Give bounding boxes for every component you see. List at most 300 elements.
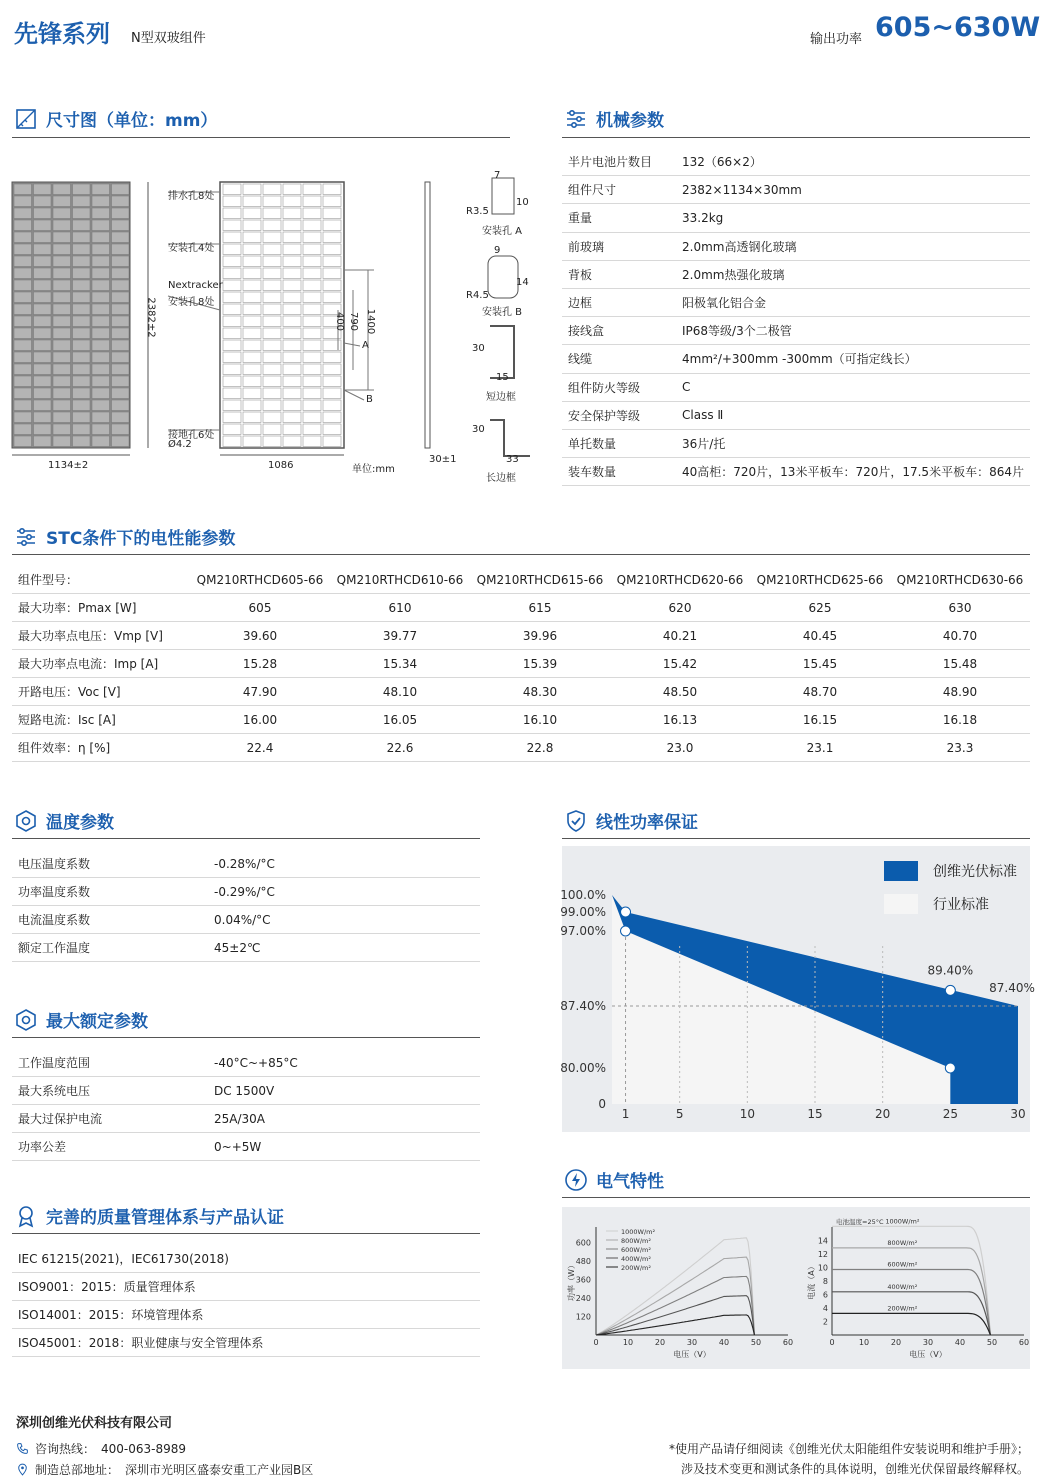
- quality-title: 完善的质量管理体系与产品认证: [46, 1208, 284, 1228]
- pv-curve: [596, 1276, 754, 1335]
- cell: [34, 184, 52, 195]
- x-axis-label: 电压（V）: [909, 1350, 947, 1359]
- cell: [323, 232, 341, 243]
- x-tick-label: 30: [1010, 1107, 1026, 1121]
- curve-label: 1000W/m²: [885, 1217, 920, 1226]
- cell: [73, 364, 91, 375]
- cell: [112, 340, 130, 351]
- cell: [303, 292, 321, 303]
- hole-a-radius: R3.5: [466, 206, 489, 217]
- table-cell: 39.96: [522, 628, 558, 643]
- iv-curve: [832, 1313, 990, 1335]
- cell: [92, 304, 110, 315]
- cell: [34, 244, 52, 255]
- x-tick-label: 30: [686, 1338, 698, 1347]
- cell: [283, 424, 301, 435]
- x-tick-label: 0: [593, 1338, 599, 1347]
- x-tick-label: 60: [782, 1338, 794, 1347]
- x-tick-label: 1: [621, 1107, 630, 1121]
- list-item: [12, 1245, 480, 1273]
- cell: [92, 352, 110, 363]
- cell: [223, 292, 241, 303]
- divider: [562, 137, 1030, 138]
- cell: [223, 268, 241, 279]
- drain-hole-label: 排水孔8处: [168, 191, 215, 202]
- y-tick-label: 99.00%: [560, 905, 606, 919]
- short-frame-height: 30: [472, 343, 485, 354]
- curve-label: 800W/m²: [887, 1238, 918, 1247]
- cell: [303, 304, 321, 315]
- table-cell: 16.00: [242, 712, 278, 727]
- x-tick-label: 10: [739, 1107, 755, 1121]
- nextracker-label: Nextracker: [168, 280, 223, 291]
- cell: [243, 292, 261, 303]
- legend-label: 1000W/m²: [621, 1228, 656, 1236]
- cell: [283, 364, 301, 375]
- short-frame-width: 15: [496, 372, 509, 383]
- y-tick-label: 12: [817, 1250, 828, 1259]
- cell: [223, 364, 241, 375]
- cell: [323, 244, 341, 255]
- cell: [34, 424, 52, 435]
- cell: [92, 436, 110, 447]
- certification: ISO9001：2015：质量管理体系: [18, 1280, 196, 1294]
- row-value: 0~+5W: [214, 1139, 262, 1154]
- cell: [73, 328, 91, 339]
- electrical-section-title: [564, 1167, 664, 1192]
- cell: [92, 292, 110, 303]
- cell: [283, 316, 301, 327]
- list-item: [12, 1301, 480, 1329]
- row-key: 单托数量: [568, 437, 617, 452]
- cell: [283, 412, 301, 423]
- table-cell: 610: [388, 600, 412, 615]
- cell: [112, 292, 130, 303]
- row-key: 电流温度系数: [18, 913, 91, 927]
- cell: [323, 388, 341, 399]
- curve-label: 600W/m²: [887, 1260, 918, 1269]
- x-tick-label: 40: [954, 1338, 966, 1347]
- cell: [263, 292, 281, 303]
- row-value: 2.0mm热强化玻璃: [682, 267, 785, 282]
- table-row: [12, 878, 480, 906]
- cell: [303, 376, 321, 387]
- cell: [243, 364, 261, 375]
- cell: [53, 412, 71, 423]
- cell: [303, 268, 321, 279]
- table-row: [562, 261, 1030, 289]
- cell: [303, 388, 321, 399]
- table-row: [12, 1049, 480, 1077]
- row-key: 短路电流：Isc [A]: [18, 713, 116, 727]
- cell: [323, 364, 341, 375]
- cell: [53, 280, 71, 291]
- sliders-icon: [564, 107, 588, 131]
- table-row: [562, 233, 1030, 261]
- cell: [14, 376, 32, 387]
- cell: [112, 184, 130, 195]
- table-cell: 22.4: [246, 740, 274, 755]
- ground-hole-label: 接地孔6处: [168, 430, 215, 441]
- row-key: 组件效率：η [%]: [18, 741, 111, 755]
- cell: [112, 364, 130, 375]
- mechanical-section-title: [564, 106, 664, 131]
- cell: [92, 400, 110, 411]
- row-value: 2.0mm高透钢化玻璃: [682, 239, 797, 254]
- warranty-title: 线性功率保证: [596, 813, 698, 833]
- certification: ISO45001：2018：职业健康与安全管理体系: [18, 1336, 264, 1350]
- cell: [14, 220, 32, 231]
- cell: [73, 424, 91, 435]
- cell: [263, 316, 281, 327]
- table-cell: 40.45: [802, 628, 838, 643]
- table-row: [562, 176, 1030, 204]
- cell: [73, 220, 91, 231]
- footnote-2: 涉及技术变更和测试条件的具体说明，创维光伏保留最终解释权。: [680, 1462, 1029, 1476]
- cell: [92, 280, 110, 291]
- table-cell: 22.6: [386, 740, 414, 755]
- table-cell: QM210RTHCD630-66: [896, 572, 1024, 587]
- hole-a-label: 安装孔 A: [482, 226, 523, 237]
- cell: [14, 316, 32, 327]
- cell: [323, 352, 341, 363]
- table-row: [562, 148, 1030, 176]
- warranty-chart: [560, 846, 1035, 1132]
- cell: [14, 304, 32, 315]
- table-row: [562, 374, 1030, 402]
- y-tick-label: 8: [822, 1277, 828, 1286]
- cell: [283, 244, 301, 255]
- cell: [243, 316, 261, 327]
- cell: [323, 292, 341, 303]
- row-key: 安全保护等级: [568, 408, 641, 423]
- divider: [562, 1197, 1030, 1198]
- cell: [14, 388, 32, 399]
- row-value: 36片/托: [682, 437, 726, 452]
- dim-400: 400: [334, 311, 346, 332]
- table-cell: 16.05: [382, 712, 418, 727]
- row-value: -0.28%/°C: [214, 856, 275, 871]
- electrical-title: 电气特性: [596, 1172, 664, 1192]
- cell: [223, 196, 241, 207]
- cell: [14, 232, 32, 243]
- cell: [14, 328, 32, 339]
- cell: [34, 388, 52, 399]
- cell: [263, 388, 281, 399]
- cell: [14, 436, 32, 447]
- data-point: [945, 985, 955, 995]
- cell: [243, 232, 261, 243]
- table-cell: 47.90: [242, 684, 278, 699]
- row-value: 阳极氧化铝合金: [682, 296, 767, 311]
- table-row: [12, 566, 1030, 594]
- cell: [112, 208, 130, 219]
- cell: [53, 220, 71, 231]
- hotline-label: 咨询热线：: [35, 1442, 96, 1456]
- annotation-label: 87.40%: [989, 981, 1035, 995]
- table-cell: QM210RTHCD620-66: [616, 572, 744, 587]
- cell: [263, 352, 281, 363]
- data-point: [621, 907, 631, 917]
- cell: [14, 244, 32, 255]
- stc-section-title: [14, 524, 235, 549]
- cell: [303, 220, 321, 231]
- cell: [263, 412, 281, 423]
- cell: [92, 184, 110, 195]
- cell: [223, 208, 241, 219]
- address: 深圳市光明区盛泰安重工产业园B区: [125, 1463, 314, 1477]
- row-value: 25A/30A: [214, 1111, 265, 1126]
- shield-check-icon: [564, 809, 588, 833]
- cell: [263, 376, 281, 387]
- divider: [12, 554, 1030, 555]
- divider: [562, 838, 1030, 839]
- cell: [303, 340, 321, 351]
- x-tick-label: 20: [654, 1338, 666, 1347]
- cell: [303, 244, 321, 255]
- cell: [34, 412, 52, 423]
- cell: [53, 232, 71, 243]
- row-key: 接线盒: [568, 324, 605, 339]
- cell: [73, 376, 91, 387]
- current-voltage-chart: [796, 1207, 1030, 1369]
- row-value: C: [682, 380, 691, 395]
- cell: [283, 184, 301, 195]
- y-tick-label: 14: [817, 1236, 828, 1246]
- x-tick-label: 40: [718, 1338, 730, 1347]
- cell: [112, 256, 130, 267]
- cell: [263, 184, 281, 195]
- cell: [243, 268, 261, 279]
- data-point: [945, 1063, 955, 1073]
- cell: [303, 328, 321, 339]
- cell: [73, 256, 91, 267]
- cell: [73, 352, 91, 363]
- row-value: 4mm²/+300mm -300mm（可指定线长）: [682, 352, 917, 367]
- table-row: [562, 458, 1030, 486]
- cell: [223, 340, 241, 351]
- cell: [112, 232, 130, 243]
- cell: [303, 352, 321, 363]
- y-tick-label: 80.00%: [560, 1061, 606, 1075]
- y-axis-label: 电流（A）: [807, 1262, 816, 1300]
- cell: [283, 400, 301, 411]
- row-key: 最大过保护电流: [18, 1112, 103, 1126]
- legend-label: 200W/m²: [621, 1264, 651, 1272]
- nextracker-holes-label: 安装孔8处: [168, 297, 215, 308]
- hotline-row: [16, 1440, 186, 1457]
- table-row: [12, 1105, 480, 1133]
- x-tick-label: 10: [858, 1338, 870, 1347]
- cell: [53, 376, 71, 387]
- long-frame-height: 30: [472, 424, 485, 435]
- company-name: 深圳创维光伏科技有限公司: [16, 1416, 173, 1431]
- cell: [92, 340, 110, 351]
- table-cell: 630: [948, 600, 972, 615]
- y-tick-label: 4: [822, 1304, 828, 1313]
- table-cell: 620: [668, 600, 692, 615]
- address-label: 制造总部地址：: [35, 1463, 120, 1477]
- cell: [243, 244, 261, 255]
- shield-icon: [14, 809, 38, 833]
- ground-hole-diameter: Ø4.2: [168, 439, 192, 450]
- ruler-icon: [14, 107, 38, 131]
- dim-1400: 1400: [365, 308, 377, 335]
- row-key: 最大系统电压: [18, 1084, 91, 1098]
- legend-brand-swatch: [884, 861, 918, 881]
- cell: [243, 412, 261, 423]
- cell: [223, 424, 241, 435]
- cell: [263, 220, 281, 231]
- cell: [243, 340, 261, 351]
- cell: [112, 352, 130, 363]
- cell: [34, 400, 52, 411]
- cell: [263, 280, 281, 291]
- table-cell: 23.1: [806, 740, 834, 755]
- cell: [323, 268, 341, 279]
- cell: [283, 196, 301, 207]
- row-value: DC 1500V: [214, 1083, 275, 1098]
- table-row: [562, 345, 1030, 373]
- height-dimension: 2382±2: [145, 297, 157, 338]
- cell: [323, 256, 341, 267]
- row-key: 重量: [568, 211, 593, 226]
- cell: [112, 424, 130, 435]
- cell: [303, 256, 321, 267]
- cell: [243, 280, 261, 291]
- cell: [53, 424, 71, 435]
- phone-icon: [16, 1442, 29, 1455]
- table-cell: 23.0: [666, 740, 694, 755]
- row-key: 装车数量: [568, 465, 617, 480]
- cell: [283, 220, 301, 231]
- table-row: [562, 402, 1030, 430]
- cell: [283, 328, 301, 339]
- x-tick-label: 25: [942, 1107, 958, 1121]
- cell: [223, 280, 241, 291]
- temperature-title: 温度参数: [46, 813, 114, 833]
- cell: [73, 388, 91, 399]
- table-row: [562, 204, 1030, 232]
- cell: [53, 352, 71, 363]
- row-key: 额定工作温度: [18, 941, 91, 955]
- cell: [243, 352, 261, 363]
- cell: [243, 388, 261, 399]
- x-tick-label: 50: [986, 1338, 998, 1347]
- table-cell: 625: [808, 600, 832, 615]
- table-cell: 39.77: [382, 628, 418, 643]
- cell: [73, 196, 91, 207]
- table-cell: QM210RTHCD610-66: [336, 572, 464, 587]
- cell: [73, 340, 91, 351]
- row-value: 2382×1134×30mm: [682, 182, 802, 197]
- y-tick-label: 2: [822, 1317, 828, 1327]
- cell: [283, 376, 301, 387]
- warranty-section-title: [564, 808, 698, 833]
- row-key: 背板: [568, 267, 593, 282]
- chart-title: 电池温度=25°C: [836, 1218, 884, 1226]
- cell: [323, 400, 341, 411]
- sliders-icon: [14, 525, 38, 549]
- y-axis-label: 功率（W）: [567, 1261, 576, 1301]
- cell: [243, 328, 261, 339]
- cell: [323, 220, 341, 231]
- point-b-label: B: [366, 394, 373, 405]
- x-tick-label: 30: [922, 1338, 934, 1347]
- cell: [243, 196, 261, 207]
- cell: [223, 400, 241, 411]
- cell: [223, 376, 241, 387]
- row-value: -40°C~+85°C: [214, 1055, 298, 1070]
- table-row: [12, 1077, 480, 1105]
- cell: [263, 364, 281, 375]
- cell: [283, 280, 301, 291]
- cell: [303, 184, 321, 195]
- row-value: 40高柜：720片，13米平板车：720片，17.5米平板车：864片: [682, 465, 1024, 480]
- list-item: [12, 1273, 480, 1301]
- cell: [14, 184, 32, 195]
- cell: [14, 292, 32, 303]
- max-rating-section-title: [14, 1007, 148, 1032]
- cell: [92, 244, 110, 255]
- power-range: 605~630W: [875, 12, 1041, 43]
- product-type: N型双玻组件: [131, 31, 206, 46]
- cell: [53, 400, 71, 411]
- table-cell: QM210RTHCD615-66: [476, 572, 604, 587]
- width-total-dimension: 1134±2: [48, 460, 89, 471]
- cell: [243, 436, 261, 447]
- hotline-number: 400-063-8989: [101, 1441, 187, 1456]
- x-tick-label: 0: [829, 1338, 835, 1347]
- x-tick-label: 20: [890, 1338, 902, 1347]
- row-key: 工作温度范围: [18, 1056, 91, 1070]
- cell: [73, 436, 91, 447]
- divider: [12, 1037, 480, 1038]
- cell: [34, 376, 52, 387]
- legend-label: 400W/m²: [621, 1255, 651, 1263]
- cell: [53, 208, 71, 219]
- legend-industry-label: 行业标准: [933, 897, 989, 913]
- table-cell: 39.60: [242, 628, 278, 643]
- legend-label: 800W/m²: [621, 1237, 651, 1245]
- row-key: 边框: [568, 296, 593, 311]
- cell: [223, 220, 241, 231]
- cell: [73, 184, 91, 195]
- cell: [73, 232, 91, 243]
- row-key: 线缆: [568, 352, 593, 367]
- y-tick-label: 97.00%: [560, 924, 606, 938]
- row-key: 最大功率：Pmax [W]: [18, 601, 137, 615]
- cell: [34, 292, 52, 303]
- cell: [283, 340, 301, 351]
- legend-label: 600W/m²: [621, 1246, 651, 1254]
- cell: [34, 352, 52, 363]
- cell: [323, 184, 341, 195]
- cell: [92, 388, 110, 399]
- y-tick-label: 600: [575, 1238, 591, 1248]
- table-cell: 16.13: [662, 712, 698, 727]
- table-cell: 48.90: [942, 684, 978, 699]
- cell: [263, 436, 281, 447]
- table-cell: 15.48: [942, 656, 978, 671]
- curve-label: 200W/m²: [887, 1304, 918, 1313]
- row-key: 开路电压：Voc [V]: [18, 685, 121, 699]
- panel-front-view: [12, 182, 130, 448]
- legend-industry-swatch: [884, 894, 918, 914]
- certification: IEC 61215(2021)，IEC61730(2018): [18, 1252, 229, 1266]
- cell: [92, 328, 110, 339]
- cell: [263, 232, 281, 243]
